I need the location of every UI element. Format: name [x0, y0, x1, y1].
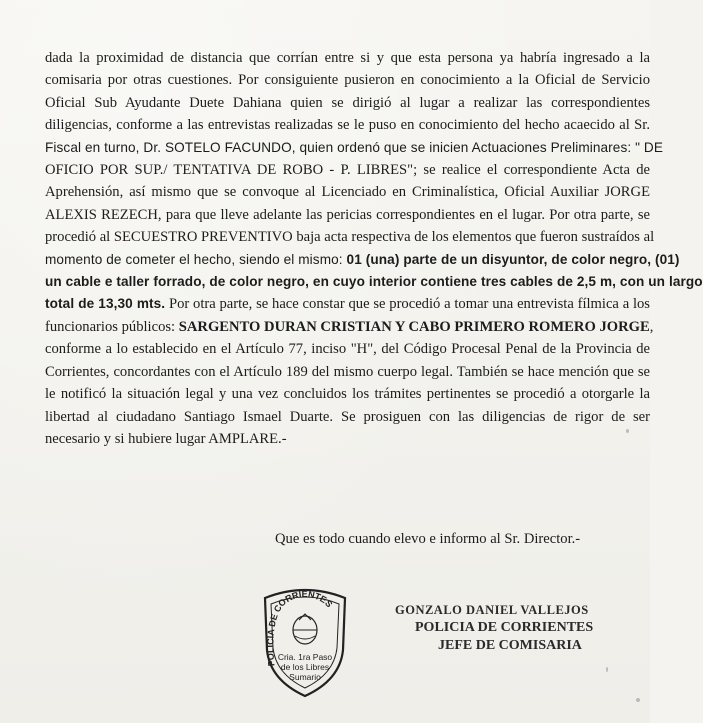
- text-run-bold: total de 13,30 mts.: [45, 296, 166, 312]
- text-run-bold: SARGENTO DURAN CRISTIAN Y CABO PRIMERO ROMERO JORGE: [178, 318, 650, 335]
- text-line: libertad al ciudadano Santiago Ismael Duarte. Se prosiguen con las diligencias de rigor de ser: [45, 408, 650, 425]
- text-line: [45, 293, 650, 315]
- text-line: Aprehensión, así mismo que se convoque al Licenciado en Criminalística, Oficial Auxiliar JORGE: [45, 184, 650, 201]
- text-line: ALEXIS REZECH, para que lleve adelante las pericias correspondientes en el lugar. Por otra parte, se: [45, 206, 650, 223]
- text-line: procedió al SECUESTRO PREVENTIVO baja acta respectiva de los elementos que fueron sustraídos al: [45, 229, 655, 246]
- closing-line: Que es todo cuando elevo e informo al Sr. Director.-: [275, 531, 581, 547]
- paper-speck: [606, 667, 608, 672]
- signature-block: [395, 601, 593, 655]
- text-line: diligencias, conforme a las entrevistas realizadas se le puso en conocimiento del hecho acaecido al Sr.: [45, 117, 650, 134]
- stamp-line-3: Sumario: [289, 672, 321, 682]
- text-run: momento de cometer el hecho, siendo el mismo:: [45, 251, 347, 267]
- text-run: funcionarios públicos:: [45, 318, 179, 335]
- text-line: comisaria por otras cuestiones. Por consiguiente pusieron en conocimiento a la Oficial de Servicio: [45, 72, 650, 89]
- stamp-line-2: de los Libres: [280, 662, 330, 672]
- text-line: [45, 249, 680, 271]
- text-run: ,: [649, 318, 654, 335]
- text-line: necesario y si hubiere lugar AMPLARE.-: [45, 430, 287, 447]
- text-line: [45, 316, 654, 338]
- paper-speck: [626, 429, 629, 433]
- text-line: le notificó la situación legal y una vez concluidos los trámites pertinentes se procedió a otorgarle la: [45, 386, 650, 403]
- text-line: Oficial Sub Ayudante Duete Dahiana quien se dirigió al lugar a realizar las correspondientes: [45, 94, 650, 111]
- police-stamp: [255, 580, 355, 700]
- text-run-bold: 01 (una) parte de un disyuntor, de color negro, (01): [346, 251, 680, 267]
- document-body: [45, 47, 703, 450]
- text-run: Por otra parte, se hace constar que se procedió a tomar una entrevista fílmica a los: [165, 296, 650, 313]
- text-line: un cable e taller forrado, de color negro, en cuyo interior contiene tres cables de 2,5 m, con un largo: [45, 274, 703, 290]
- stamp-line-1: Cria. 1ra Paso: [277, 652, 333, 662]
- signatory-name: GONZALO DANIEL VALLEJOS: [395, 603, 589, 617]
- text-line: dada la proximidad de distancia que corrían entre si y que esta persona ya habría ingresado a la: [45, 50, 650, 66]
- signatory-title: JEFE DE COMISARIA: [438, 638, 582, 653]
- paper-speck: [636, 698, 640, 702]
- stamp-arc-text: POLICIA DE CORRIENTES: [265, 588, 335, 667]
- text-line: OFICIO POR SUP./ TENTATIVA DE ROBO - P. LIBRES"; se realice el correspondiente Acta de: [45, 162, 650, 179]
- signatory-organization: POLICIA DE CORRIENTES: [415, 620, 594, 635]
- text-line: conforme a lo establecido en el Artículo 77, inciso "H", del Código Procesal Penal de la Provincia de: [45, 341, 650, 358]
- text-line: Corrientes, concordantes con el Artículo 189 del mismo cuerpo legal. También se hace mención que se: [45, 363, 650, 380]
- text-line: Fiscal en turno, Dr. SOTELO FACUNDO, quien ordenó que se inicien Actuaciones Preliminares: " DE: [45, 139, 664, 155]
